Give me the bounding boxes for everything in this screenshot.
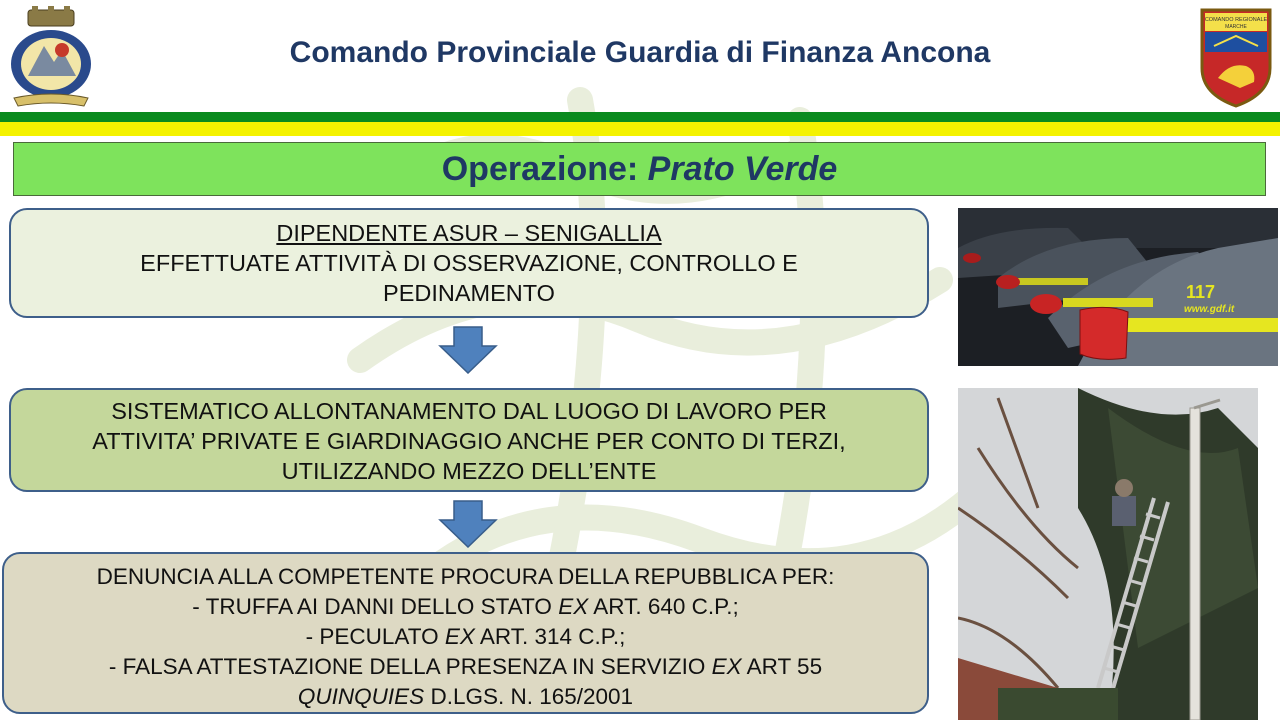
crest-text-line-2: MARCHE (1225, 24, 1247, 30)
box2-line-1: SISTEMATICO ALLONTANAMENTO DAL LUOGO DI LAVORO PER (111, 398, 827, 424)
box3-item-2: - PECULATO EX ART. 314 C.P.; (305, 624, 626, 649)
worker-on-ladder-photo-icon (958, 388, 1258, 720)
operation-prefix: Operazione: (441, 150, 648, 188)
box1-heading: DIPENDENTE ASUR – SENIGALLIA (276, 220, 662, 246)
step-box-2 (9, 388, 929, 492)
operation-name: Prato Verde (647, 150, 838, 188)
police-cars-photo-icon (958, 208, 1278, 366)
car-web: www.gdf.it (1184, 304, 1235, 315)
crest-text-line-1: COMANDO REGIONALE (1204, 17, 1268, 23)
header-stripe-green (0, 112, 1280, 122)
step-box-3 (2, 552, 929, 714)
guardia-di-finanza-crest-icon (6, 6, 96, 110)
box2-line-2: ATTIVITA’ PRIVATE E GIARDINAGGIO ANCHE PER CONTO DI TERZI, (92, 428, 846, 454)
header-stripe-yellow (0, 122, 1280, 136)
box3-item-3-continued: QUINQUIES D.LGS. N. 165/2001 (297, 684, 634, 709)
box3-line-1: DENUNCIA ALLA COMPETENTE PROCURA DELLA REPUBBLICA PER: (96, 564, 835, 589)
box3-item-3: - FALSA ATTESTAZIONE DELLA PRESENZA IN SERVIZIO EX ART 55 (108, 654, 823, 679)
box1-line-1: EFFETTUATE ATTIVITÀ DI OSSERVAZIONE, CONTROLLO E (140, 250, 798, 276)
car-number: 117 (1186, 282, 1216, 302)
operation-title-bar (13, 142, 1266, 196)
down-arrow-icon (438, 326, 498, 374)
box1-line-2: PEDINAMENTO (383, 280, 555, 306)
comando-regionale-marche-shield-icon (1200, 8, 1272, 108)
page-title: Comando Provinciale Guardia di Finanza Ancona (289, 36, 991, 69)
box2-line-3: UTILIZZANDO MEZZO DELL’ENTE (281, 458, 657, 484)
step-box-1 (9, 208, 929, 318)
box3-item-1: - TRUFFA AI DANNI DELLO STATO EX ART. 640 C.P.; (192, 594, 739, 619)
down-arrow-icon (438, 500, 498, 548)
